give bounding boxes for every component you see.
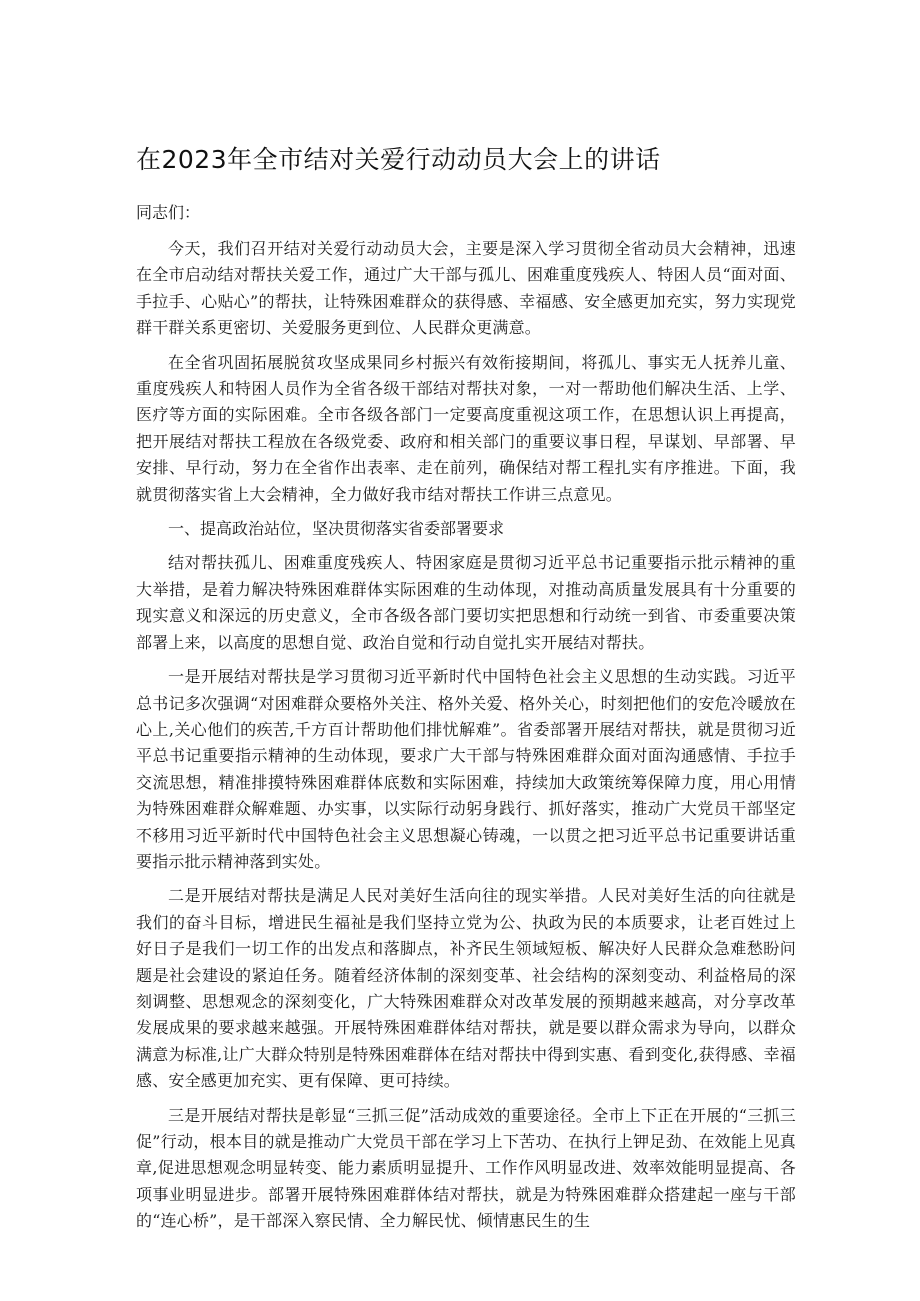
paragraph-section1-3: 二是开展结对帮扶是满足人民对美好生活向往的现实举措。人民对美好生活的向往就是我们的奋斗目标，增进民生福祉是我们坚持立党为公、执政为民的本质要求，让老百姓过上好日子是我们一切工作的出发点和落脚点，补齐民生领域短板、解决好人民群众急难愁盼问题是社会建设的紧迫任务。随着经济体制的深刻变革、社会结构的深刻变动、利益格局的深刻调整、思想观念的深刻变化，广大特殊困难群众对改革发展的预期越来越高，对分享改革发展成果的要求越来越强。开展特殊困难群体结对帮扶，就是要以群众需求为导向，以群众满意为标准,让广大群众特别是特殊困难群体在结对帮扶中得到实惠、看到变化,获得感、幸福感、安全感更加充实、更有保障、更可持续。 — [136, 886, 796, 1091]
paragraph-intro-1: 今天，我们召开结对关爱行动动员大会，主要是深入学习贯彻全省动员大会精神，迅速在全市启动结对帮扶关爱工作，通过广大干部与孤儿、困难重度残疾人、特困人员“面对面、手拉手、心贴心”的帮扶，让特殊困难群众的获得感、幸福感、安全感更加充实，努力实现党群干群关系更密切、关爱服务更到位、人民群众更满意。 — [136, 239, 796, 338]
paragraph-intro-2: 在全省巩固拓展脱贫攻坚成果同乡村振兴有效衔接期间，将孤儿、事实无人抚养儿童、重度残疾人和特困人员作为全省各级干部结对帮扶对象，一对一帮助他们解决生活、上学、医疗等方面的实际困难。全市各级各部门一定要高度重视这项工作，在思想认识上再提高，把开展结对帮扶工程放在各级党委、政府和相关部门的重要议事日程，早谋划、早部署、早安排、早行动，努力在全省作出表率、走在前列，确保结对帮工程扎实有序推进。下面，我就贯彻落实省上大会精神，全力做好我市结对帮扶工作讲三点意见。 — [136, 352, 796, 504]
document-title: 在2023年全市结对关爱行动动员大会上的讲话 — [136, 145, 661, 174]
paragraph-section1-4: 三是开展结对帮扶是彰显“三抓三促”活动成效的重要途径。全市上下正在开展的“三抓三促”行动，根本目的就是推动广大党员干部在学习上下苦功、在执行上钾足劲、在效能上见真章,促进思想观念明显转变、能力素质明显提升、工作作风明显改进、效率效能明显提高、各项事业明显进步。部署开展特殊困难群体结对帮扶，就是为特殊困难群众搭建起一座与干部的“连心桥”，是干部深入察民情、全力解民忧、倾情惠民生的生 — [136, 1105, 796, 1231]
salutation: 同志们： — [136, 203, 201, 222]
section-heading-1: 一、提高政治站位，坚决贯彻落实省委部署要求 — [168, 519, 505, 539]
paragraph-section1-2: 一是开展结对帮扶是学习贯彻习近平新时代中国特色社会主义思想的生动实践。习近平总书记多次强调“对困难群众要格外关注、格外关爱、格外关心，时刻把他们的安危冷暖放在心上,关心他们的疾苦,千方百计帮助他们排忧解难”。省委部署开展结对帮扶，就是贯彻习近平总书记重要指示精神的生动体现，要求广大干部与特殊困难群众面对面沟通感情、手拉手交流思想，精准排摸特殊困难群体底数和实际困难，持续加大政策统筹保障力度，用心用情为特殊困难群众解难题、办实事，以实际行动躬身践行、抓好落实，推动广大党员干部坚定不移用习近平新时代中国特色社会主义思想凝心铸魂，一以贯之把习近平总书记重要讲话重要指示批示精神落到实处。 — [136, 667, 796, 871]
paragraph-section1-1: 结对帮扶孤儿、困难重度残疾人、特困家庭是贯彻习近平总书记重要指示批示精神的重大举措，是着力解决特殊困难群体实际困难的生动体现，对推动高质量发展具有十分重要的现实意义和深远的历史意义，全市各级各部门要切实把思想和行动统一到省、市委重要决策部署上来，以高度的思想自觉、政治自觉和行动自觉扎实开展结对帮扶。 — [136, 553, 796, 652]
document-page — [136, 140, 796, 1243]
